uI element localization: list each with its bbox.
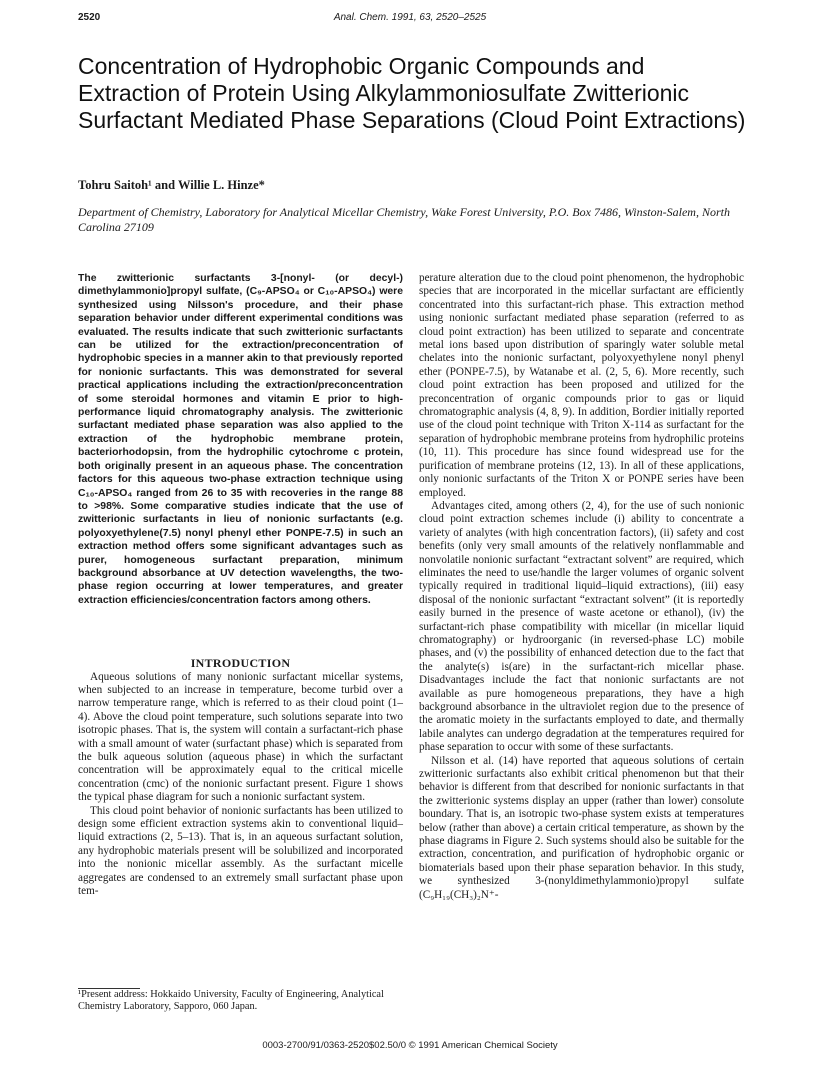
page-number: 2520 [78, 12, 101, 23]
article-title: Concentration of Hydrophobic Organic Compounds and Extraction of Protein Using Alkylammoniosulfate Zwitterionic Surfactant Mediated Phase Separations (Cloud Point Extractions) [78, 53, 746, 133]
section-heading-introduction: INTRODUCTION [190, 656, 291, 671]
body-paragraph: This cloud point behavior of nonionic surfactants has been utilized to design some efficient extraction systems akin to conventional liquid–liquid extractions (2, 5–13). That is, in an aqueous surfactant solution, any hydrophobic materials present will be solubilized and incorporated into the nonionic micellar assembly. As the surfactant micelle aggregates are condensed to an extremely small surfactant phase upon tem- [78, 804, 403, 898]
body-paragraph: Nilsson et al. (14) have reported that aqueous solutions of certain zwitterionic surfactants also exhibit critical phenomenon but that their behavior is different from that described for nonionic surfactants in that the zwitterionic systems display an upper (rather than lower) consolute boundary. That is, an isotropic two-phase system exists at temperatures below (rather than above) a certain critical temperature, as shown by the phase diagrams in Figure 2. Such systems should also be suitable for the extraction, concentration, and purification of hydrophobic organic or biomaterials based upon their phase separation behavior. In this study, we synthesized 3-(nonyldimethylammonio)propyl sulfate (C₉H₁₉(CH₃)₂N⁺- [419, 754, 744, 901]
affiliation: Department of Chemistry, Laboratory for Analytical Micellar Chemistry, Wake Forest University, P.O. Box 7486, Winston-Salem, North Carolina 27109 [78, 205, 730, 234]
body-paragraph: Aqueous solutions of many nonionic surfactant micellar systems, when subjected to an increase in temperature, become turbid over a narrow temperature range, which is referred to as their cloud point (1–4). Above the cloud point temperature, such solutions separate into two isotropic phases. That is, the system will contain a surfactant-rich phase with a small amount of water (surfactant phase) which is separated from the bulk aqueous solution (aqueous phase) in which the surfactant concentration will be approximately equal to the critical micelle concentration (cmc) of the nonionic surfactant present. Figure 1 shows the typical phase diagram for such a nonionic surfactant system. [78, 670, 403, 804]
copyright-footer: 0003-2700/91/0363-2520$02.50/0 © 1991 American Chemical Society [262, 1040, 558, 1051]
running-header [78, 12, 742, 28]
abstract: The zwitterionic surfactants 3-[nonyl- (or decyl-) dimethylammonio]propyl sulfate, (C₉-APSO₄ or C₁₀-APSO₄) were synthesized using Nilsson's procedure, and their phase separation behavior under different experimental conditions was evaluated. The results indicate that such zwitterionic surfactants can be utilized for the extraction/preconcentration of hydrophobic species in a manner akin to that previously reported for nonionic surfactants. This was demonstrated for several practical applications including the extraction/preconcentration of some steroidal hormones and vitamin E prior to high-performance liquid chromatography analysis. The zwitterionic surfactant mediated phase separation was also applied to the extraction of the hydrophobic membrane protein, bacteriorhodopsin, from the hydrophilic cytochrome c protein, both originally present in an aqueous phase. The concentration factors for this aqueous two-phase extraction technique using C₁₀-APSO₄ ranged from 26 to 35 with recoveries in the range 88 to >98%. Some comparative studies indicate that the use of zwitterionic surfactants in lieu of nonionic surfactants (e.g. polyoxyethylene(7.5) nonyl phenyl ether PONPE-7.5) in such an extraction method offers some significant advantages such as purer, homogeneous surfactant preparation, minimum background absorbance at UV detection wavelengths, the two-phase region occurring at lower temperatures, and greater extraction efficiencies/concentration factors among others. [78, 273, 403, 606]
body-paragraph: Advantages cited, among others (2, 4), for the use of such nonionic cloud point extraction schemes include (i) ability to concentrate a variety of analytes (with high concentration factors), (ii) safety and cost benefits (only very small amounts of the relatively nonflammable and nonvolatile nonionic surfactant “extractant solvent” are required, which eliminates the need to use/handle the larger volumes of organic solvent typically required in traditional liquid–liquid extractions), (iii) easy disposal of the nonionic surfactant “extractant solvent” (it is reportedly easily burned in the presence of waste acetone or ethanol), (iv) the surfactant-rich phase compatibility with micellar (in micellar liquid chromatography) or hydroorganic (in reversed-phase LC) mobile phases, and (v) the possibility of enhanced detection due to the fact that the analyte(s) is(are) in the surfactant-rich micellar phase. Disadvantages include the fact that nonionic surfactants are not available as pure homogeneous preparations, they have a high background absorbance in the ultraviolet region due to the presence of the aromatic moiety in the surfactants employed to date, and thermally labile analytes can undergo degradation at the temperatures required for phase separation to occur with some of these surfactants. [419, 499, 744, 754]
body-paragraph: perature alteration due to the cloud point phenomenon, the hydrophobic species that are incorporated in the micellar surfactant are efficiently concentrated into this surfactant-rich phase. This extraction method using nonionic surfactant mediated phase separation (referred to as cloud point extraction) has been utilized to separate and concentrate metal ions based upon distribution of sparingly water soluble metal chelates into the nonionic surfactant, polyoxyethylene nonyl phenyl ether (PONPE-7.5), by Watanabe et al. (2, 5, 6). More recently, such cloud point extraction has been proposed and utilized for the preconcentration of organic compounds prior to gas or liquid chromatographic analysis (4, 8, 9). In addition, Bordier initially reported use of the cloud point technique with Triton X-114 as surfactant for the separation of hydrophobic membrane proteins from hydrophilic proteins (10, 11). This procedure has since found widespread use for the purification of membrane proteins (12, 13). In all of these applications, only nonionic surfactants of the Triton X or PONPE series have been employed. [419, 272, 744, 499]
journal-citation: Anal. Chem. 1991, 63, 2520–2525 [333, 12, 487, 23]
author-list: Tohru Saitoh¹ and Willie L. Hinze* [78, 178, 265, 192]
right-column [419, 272, 744, 902]
footnote-text: ¹Present address: Hokkaido University, Faculty of Engineering, Analytical Chemistry Laboratory, Sapporo, 060 Japan. [78, 989, 384, 1012]
footnote [78, 988, 408, 1013]
left-column [78, 272, 403, 898]
